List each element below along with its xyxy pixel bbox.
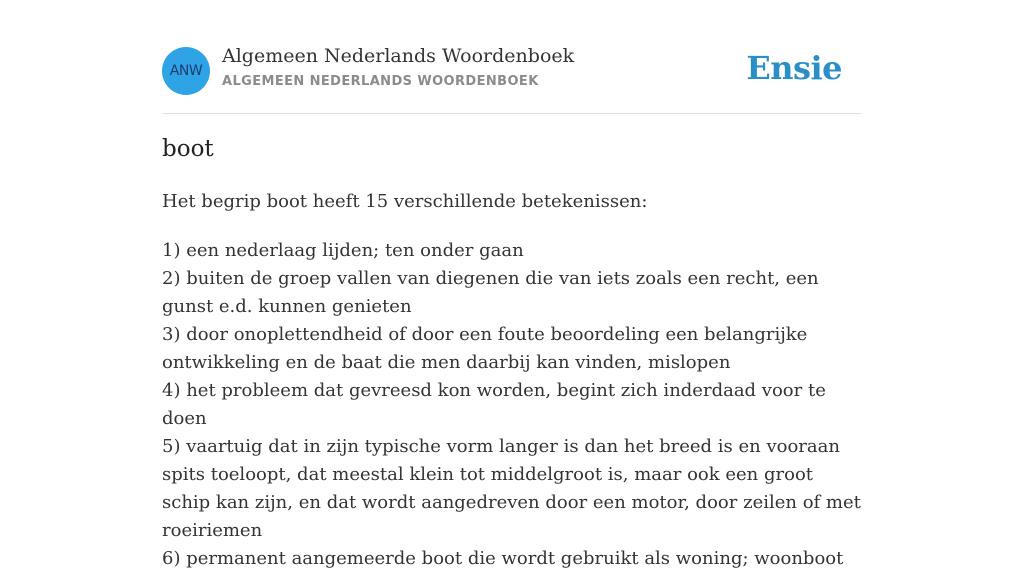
- anw-logo[interactable]: ANW: [162, 47, 210, 95]
- definition-item: 4) het probleem dat gevreesd kon worden, begint zich inderdaad voor te doen: [162, 380, 826, 429]
- entry-word: boot: [162, 136, 214, 162]
- source-title[interactable]: Algemeen Nederlands Woordenboek: [222, 45, 575, 67]
- definition-item: 6) permanent aangemeerde boot die wordt gebruikt als woning; woonboot: [162, 548, 844, 569]
- definition-item: 1) een nederlaag lijden; ten onder gaan: [162, 240, 524, 261]
- definition-item: 5) vaartuig dat in zijn typische vorm langer is dan het breed is en vooraan spits toeloopt, dat meestal klein tot middelgroot is, maar ook een groot schip kan zijn, en dat wordt aangedreven door een motor, door zeilen of met roeiriemen: [162, 436, 861, 541]
- definition-item: 2) buiten de groep vallen van diegenen die van iets zoals een recht, een gunst e.d. kunnen genieten: [162, 268, 819, 317]
- ensie-logo[interactable]: Ensie: [746, 49, 842, 87]
- entry-intro: Het begrip boot heeft 15 verschillende betekenissen:: [162, 191, 648, 212]
- content-container: [162, 0, 862, 569]
- source-subtitle: ALGEMEEN NEDERLANDS WOORDENBOEK: [222, 74, 539, 89]
- definition-list: [162, 237, 862, 573]
- header: [162, 0, 862, 114]
- definition-item: 3) door onoplettendheid of door een foute beoordeling een belangrijke ontwikkeling en de baat die men daarbij kan vinden, mislopen: [162, 324, 808, 373]
